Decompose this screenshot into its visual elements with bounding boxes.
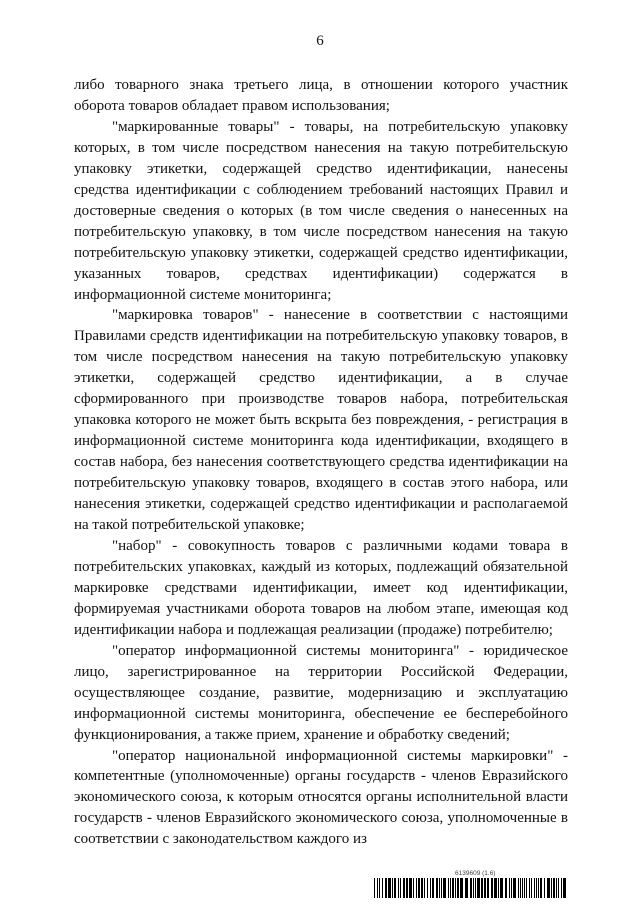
paragraph: "оператор информационной системы мониторинга" - юридическое лицо, зарегистрированное на территории Российской Федерации, осуществляющее создание, развитие, модернизацию и эксплуатацию информационной системы мониторинга, обеспечение ее бесперебойного функционирования, а также прием, хранение и обработку сведений; xyxy=(74,642,568,743)
barcode-icon xyxy=(374,878,568,898)
document-code: 6139609 (1.6) xyxy=(455,870,496,877)
paragraph: "маркированные товары" - товары, на потребительскую упаковку которых, в том числе посредством нанесения на такую потребительскую упаковку этикетки, содержащей средство идентификации, нанесены средства идентификации с соблюдением требований настоящих Правил и достоверные сведения о которых (в том числе сведения о нанесенных на потребительскую упаковку, в том числе посредством нанесения на такую потребительскую упаковку этикетки, содержащей средство идентификации, указанных товаров, средствах идентификации) содержатся в информационной системе мониторинга; xyxy=(74,118,568,303)
paragraph: "оператор национальной информационной системы маркировки" - компетентные (уполномоченные) органы государств - членов Евразийского экономического союза, к которым относятся органы исполнительной власти государств - членов Евразийского экономического союза, уполномоченные в соответствии с законодательством каждого из xyxy=(74,747,568,848)
document-body xyxy=(74,75,568,850)
paragraph: "маркировка товаров" - нанесение в соответствии с настоящими Правилами средств идентификации на потребительскую упаковку товаров, в том числе посредством нанесения на такую потребительскую упаковку этикетки, содержащей средство идентификации, а в случае сформированного при производстве товаров набора, потребительская упаковка которого не может быть вскрыта без повреждения, - регистрация в информационной системе мониторинга кода идентификации, входящего в состав набора, без нанесения соответствующего средства идентификации на потребительскую упаковку товаров, входящего в состав этого набора, или нанесения этикетки, содержащей средство идентификации и располагаемой на такой потребительской упаковке; xyxy=(74,307,568,534)
page-number: 6 xyxy=(316,33,324,49)
paragraph: либо товарного знака третьего лица, в отношении которого участник оборота товаров обладает правом использования; xyxy=(74,77,568,114)
paragraph: "набор" - совокупность товаров с различными кодами товара в потребительских упаковках, каждый из которых, подлежащий обязательной маркировке средствами идентификации, имеет код идентификации, формируемая участниками оборота товаров на любом этапе, имеющая код идентификации набора и подлежащая реализации (продаже) потребителю; xyxy=(74,537,568,638)
